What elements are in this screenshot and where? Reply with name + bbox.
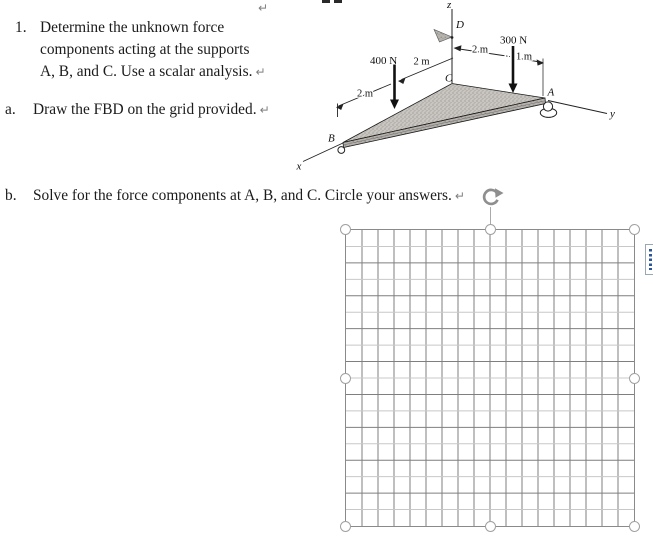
y-axis-label: y [610, 108, 615, 120]
cropped-content-marks [322, 0, 342, 3]
item-b-text [33, 187, 465, 205]
resize-handle-top-right[interactable] [629, 224, 640, 235]
resize-handle-top-left[interactable] [340, 224, 351, 235]
z-axis-label: z [447, 0, 452, 11]
triangular-plate [343, 84, 546, 148]
item-1-line-3 [40, 63, 266, 81]
dimension-left-lower-2m [336, 84, 391, 117]
y-axis [548, 101, 615, 121]
force-400n-label: 400 N [370, 55, 398, 67]
dim-top-right-label: 1 m [516, 51, 533, 63]
paragraph-mark: ↵ [259, 103, 270, 117]
item-a-text-span: Draw the FBD on the grid provided. [33, 101, 257, 118]
point-d-support-flag [434, 19, 464, 42]
layout-options-icon [649, 249, 652, 270]
resize-handle-bottom-right[interactable] [629, 521, 640, 532]
item-b-label: b. [5, 187, 17, 204]
dim-left-upper-label: 2 m [413, 56, 430, 68]
dimension-right-1m [516, 52, 544, 97]
grid-lines [346, 230, 634, 526]
x-axis [296, 143, 344, 173]
point-c-label: C [445, 72, 453, 85]
dim-top-center-label: 2 m [472, 44, 489, 56]
item-1-number: 1. [15, 19, 27, 36]
x-axis-label: x [296, 160, 302, 173]
point-b-label: B [328, 132, 335, 145]
resize-handle-bottom-middle[interactable] [485, 521, 496, 532]
item-a-text [33, 101, 270, 119]
resize-handle-middle-right[interactable] [629, 373, 640, 384]
paragraph-mark: ↵ [454, 189, 465, 203]
z-axis [446, 0, 452, 83]
item-b-text-span: Solve for the force components at A, B, and C. Circle your answers. [33, 187, 452, 204]
resize-handle-middle-left[interactable] [340, 373, 351, 384]
paragraph-mark: ↵ [258, 1, 269, 15]
dim-left-lower-label: 2 m [357, 88, 374, 100]
resize-handle-bottom-left[interactable] [340, 521, 351, 532]
item-1-line-2: components acting at the supports [40, 41, 250, 58]
statics-figure-image[interactable] [290, 0, 653, 186]
point-a-label: A [547, 86, 555, 99]
paragraph-mark: ↵ [255, 65, 266, 79]
statics-figure-svg [290, 0, 653, 186]
grid-drawing-canvas[interactable] [345, 229, 635, 527]
force-arrow-300n [500, 35, 527, 94]
layout-options-button[interactable] [645, 244, 653, 275]
rotate-handle[interactable] [477, 183, 507, 213]
resize-handle-top-middle[interactable] [485, 224, 496, 235]
item-1-line-1: Determine the unknown force [40, 19, 225, 36]
force-arrow-400n [370, 55, 399, 109]
force-300n-label: 300 N [500, 34, 528, 47]
point-d-label: D [456, 19, 464, 31]
item-1-line-3-text: A, B, and C. Use a scalar analysis. [40, 63, 253, 80]
rotate-arrow-head [495, 188, 504, 198]
item-a-label: a. [5, 101, 16, 118]
